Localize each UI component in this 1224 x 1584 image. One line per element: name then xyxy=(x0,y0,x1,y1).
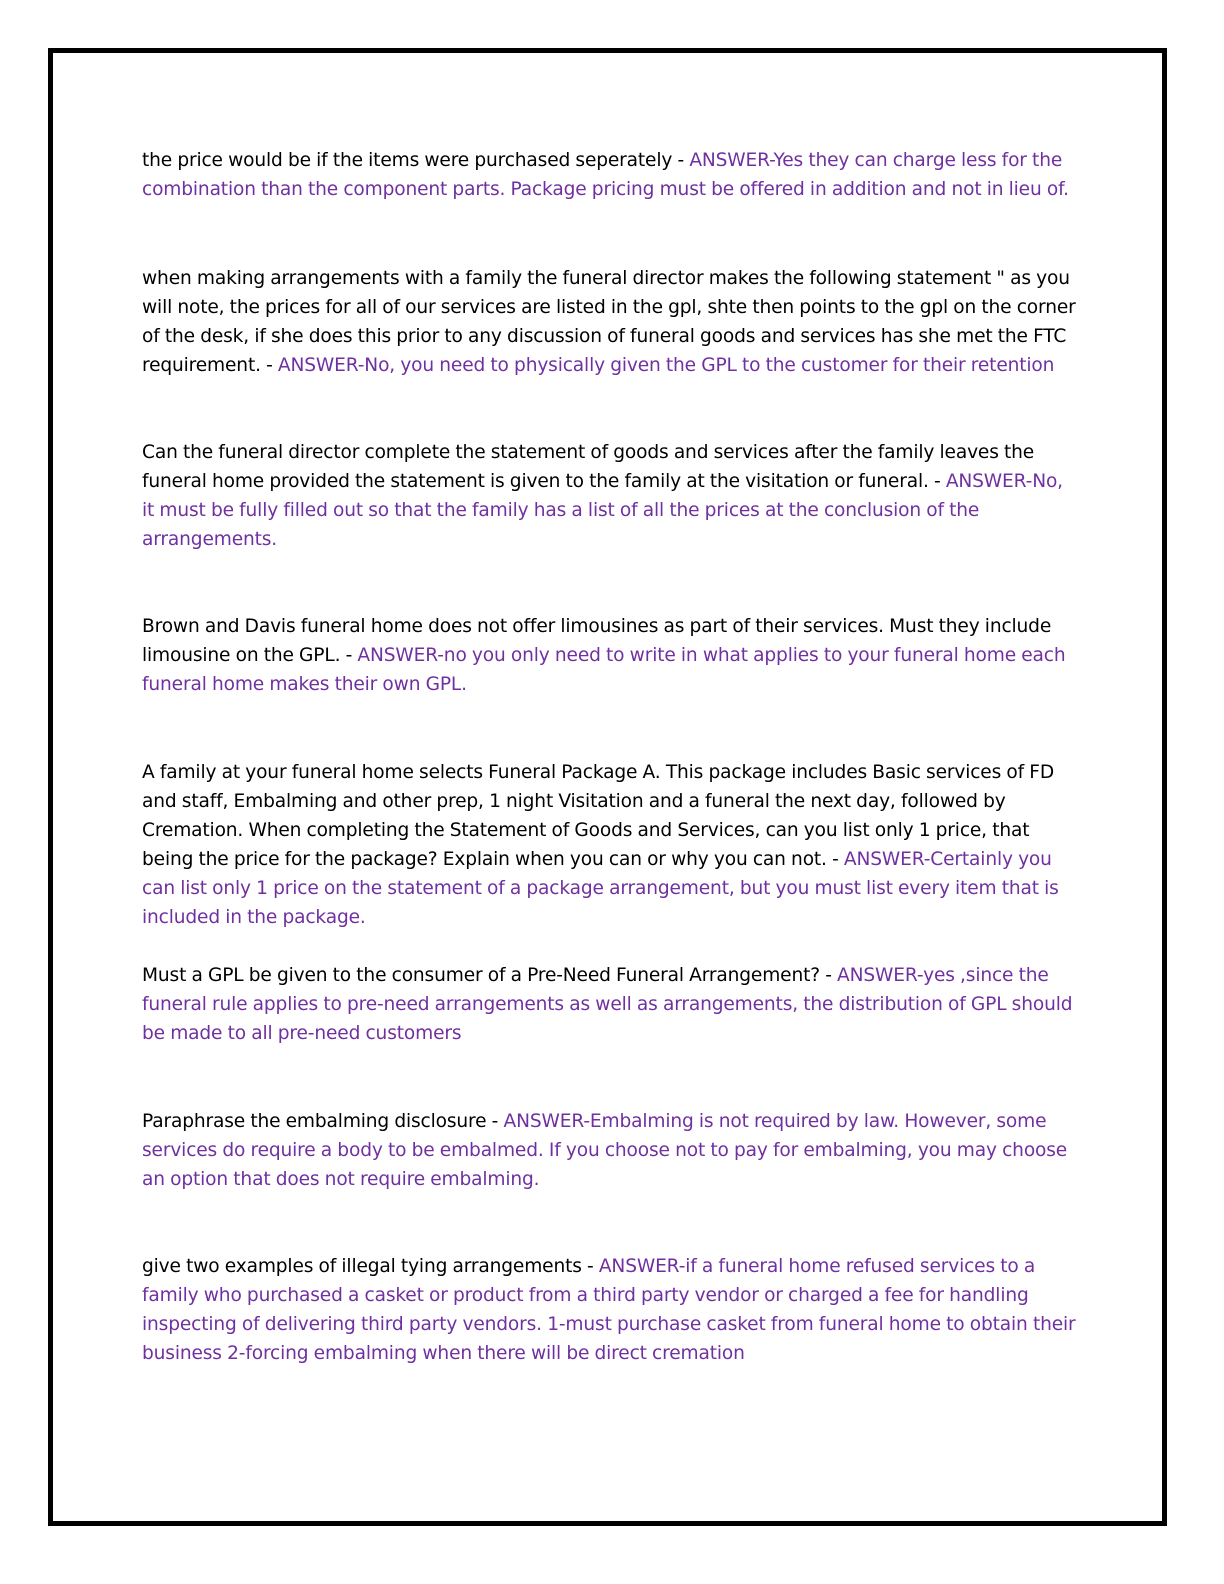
answer-text: ANSWER-yes ,since the funeral rule applies to pre-need arrangements as well as arrangements, the distribution of GPL should be made to all pre-need customers xyxy=(142,965,1073,1044)
question-text: the price would be if the items were purchased seperately - xyxy=(142,150,690,171)
qa-item-8 xyxy=(142,1252,1077,1368)
qa-item-1 xyxy=(142,146,1077,204)
question-text: Must a GPL be given to the consumer of a Pre-Need Funeral Arrangement? - xyxy=(142,965,838,986)
answer-text: ANSWER-no you only need to write in what applies to your funeral home each funeral home makes their own GPL. xyxy=(142,645,1066,695)
qa-item-5 xyxy=(142,758,1077,932)
answer-text: ANSWER-No, you need to physically given the GPL to the customer for their retention xyxy=(277,355,1055,376)
qa-item-6 xyxy=(142,961,1077,1048)
answer-text: ANSWER-Certainly you can list only 1 price on the statement of a package arrangement, but you must list every item that is included in the package. xyxy=(142,849,1059,928)
qa-item-4 xyxy=(142,612,1077,699)
qa-item-3 xyxy=(142,438,1077,554)
question-text: Brown and Davis funeral home does not offer limousines as part of their services. Must they include limousine on the GPL. - xyxy=(142,616,1052,666)
answer-text: ANSWER-Embalming is not required by law. However, some services do require a body to be embalmed. If you choose not to pay for embalming, you may choose an option that does not require embalming. xyxy=(142,1111,1068,1190)
question-text: Paraphrase the embalming disclosure - xyxy=(142,1111,504,1132)
question-text: when making arrangements with a family the funeral director makes the following statement " as you will note, the prices for all of our services are listed in the gpl, shte then points to the gpl on the corner of the desk, if she does this prior to any discussion of funeral goods and services has she met the FTC requirement. - xyxy=(142,268,1076,376)
answer-text: ANSWER-Yes they can charge less for the combination than the component parts. Package pricing must be offered in addition and not in lieu of. xyxy=(142,150,1069,200)
question-text: Can the funeral director complete the statement of goods and services after the family leaves the funeral home provided the statement is given to the family at the visitation or funeral. - xyxy=(142,442,1035,492)
answer-text: ANSWER-if a funeral home refused services to a family who purchased a casket or product from a third party vendor or charged a fee for handling inspecting of delivering third party vendors. 1-must purchase casket from funeral home to obtain their business 2-forcing embalming when there will be direct cremation xyxy=(142,1256,1076,1364)
question-text: give two examples of illegal tying arrangements - xyxy=(142,1256,599,1277)
qa-item-7 xyxy=(142,1107,1077,1194)
question-text: A family at your funeral home selects Funeral Package A. This package includes Basic services of FD and staff, Embalming and other prep, 1 night Visitation and a funeral the next day, followed by Cremation. When completing the Statement of Goods and Services, can you list only 1 price, that being the price for the package? Explain when you can or why you can not. - xyxy=(142,762,1054,870)
qa-item-2 xyxy=(142,264,1077,380)
answer-text: ANSWER-No, it must be fully filled out so that the family has a list of all the prices at the conclusion of the arrangements. xyxy=(142,471,1063,550)
